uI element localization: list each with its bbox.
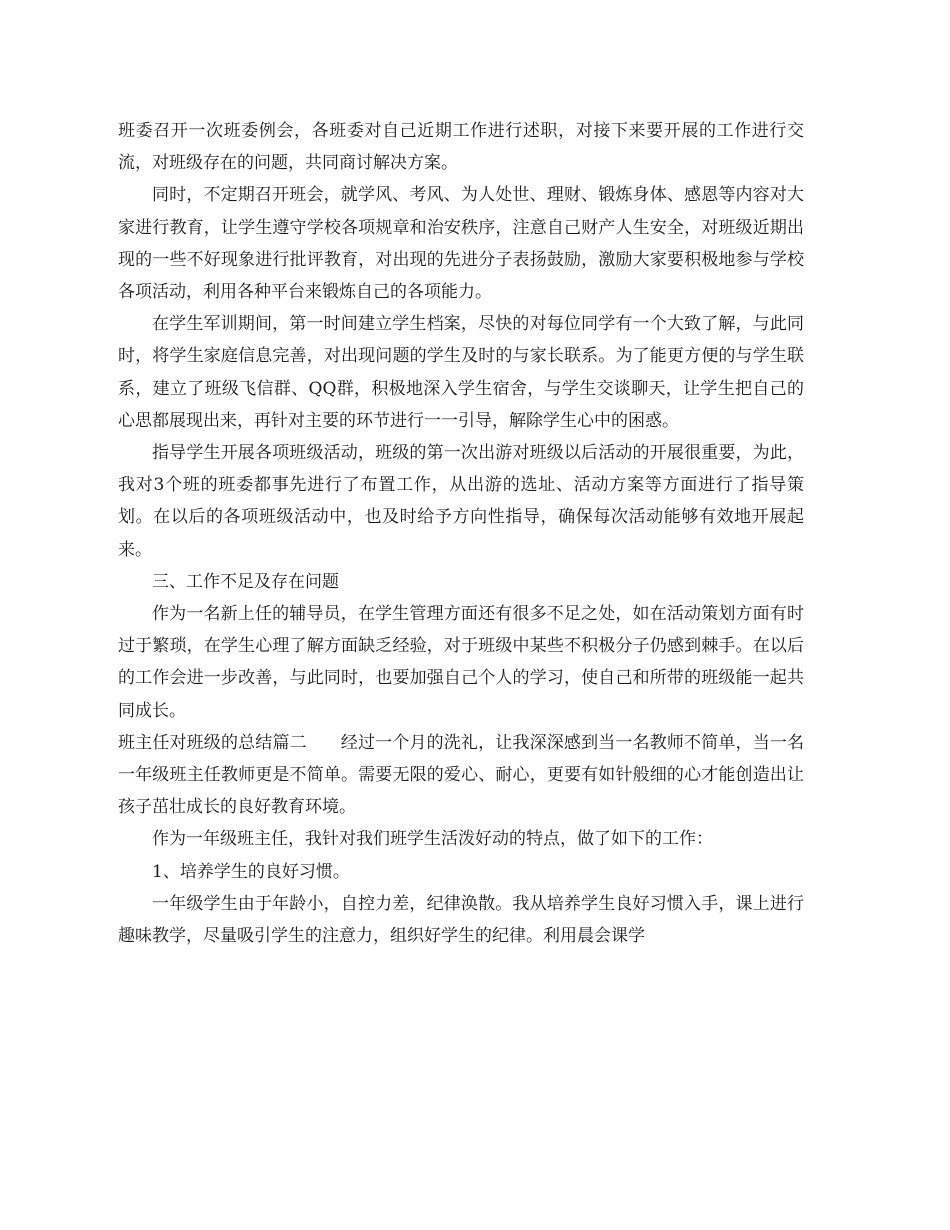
subheading-1: 1、培养学生的良好习惯。 — [152, 861, 350, 882]
paragraph-1: 班委召开一次班委例会，各班委对自己近期工作进行述职，对接下来要开展的工作进行交流，对班级存在的问题，共同商讨解决方案。 — [118, 121, 804, 174]
paragraph-5: 作为一名新上任的辅导员，在学生管理方面还有很多不足之处，如在活动策划方面有时过于繁琐，在学生心理了解方面缺乏经验，对于班级中某些不积极分子仍感到棘手。在以后的工作会进一步改善，与此同时，也要加强自己个人的学习，使自己和所带的班级能一起共同成长。 — [118, 604, 804, 721]
paragraph-7: 一年级学生由于年龄小，自控力差，纪律涣散。我从培养学生良好习惯入手，课上进行趣味教学，尽量吸引学生的注意力，组织好学生的纪律。利用晨会课学 — [118, 893, 804, 947]
section-2-paragraph — [118, 727, 804, 824]
paragraph-6: 作为一年级班主任，我针对我们班学生活泼好动的特点，做了如下的工作： — [152, 829, 713, 850]
section-2-title: 班主任对班级的总结篇二 — [118, 732, 307, 753]
paragraph-3: 在学生军训期间，第一时间建立学生档案，尽快的对每位同学有一个大致了解，与此同时，将学生家庭信息完善，对出现问题的学生及时的与家长联系。为了能更方便的与学生联系，建立了班级飞信群、QQ群，积极地深入学生宿舍，与学生交谈聊天，让学生把自己的心思都展现出来，再针对主要的环节进行一一引导，解除学生心中的困惑。 — [118, 314, 804, 431]
section-2-text: 经过一个月的洗礼，让我深深感到当一名教师不简单，当一名一年级班主任教师更是不简单。需要无限的爱心、耐心，更要有如针般细的心才能创造出让孩子茁壮成长的良好教育环境。 — [118, 732, 805, 818]
paragraph-2: 同时，不定期召开班会，就学风、考风、为人处世、理财、锻炼身体、感恩等内容对大家进行教育，让学生遵守学校各项规章和治安秩序，注意自己财产人生安全，对班级近期出现的一些不好现象进行批评教育，对出现的先进分子表扬鼓励，激励大家要积极地参与学校各项活动，利用各种平台来锻炼自己的各项能力。 — [118, 185, 804, 303]
section-heading-3: 三、工作不足及存在问题 — [152, 571, 339, 592]
paragraph-4: 指导学生开展各项班级活动，班级的第一次出游对班级以后活动的开展很重要，为此，我对3个班的班委都事先进行了布置工作，从出游的选址、活动方案等方面进行了指导策划。在以后的各项班级活动中，也及时给予方向性指导，确保每次活动能够有效地开展起来。 — [118, 443, 804, 560]
document-page — [118, 115, 804, 952]
